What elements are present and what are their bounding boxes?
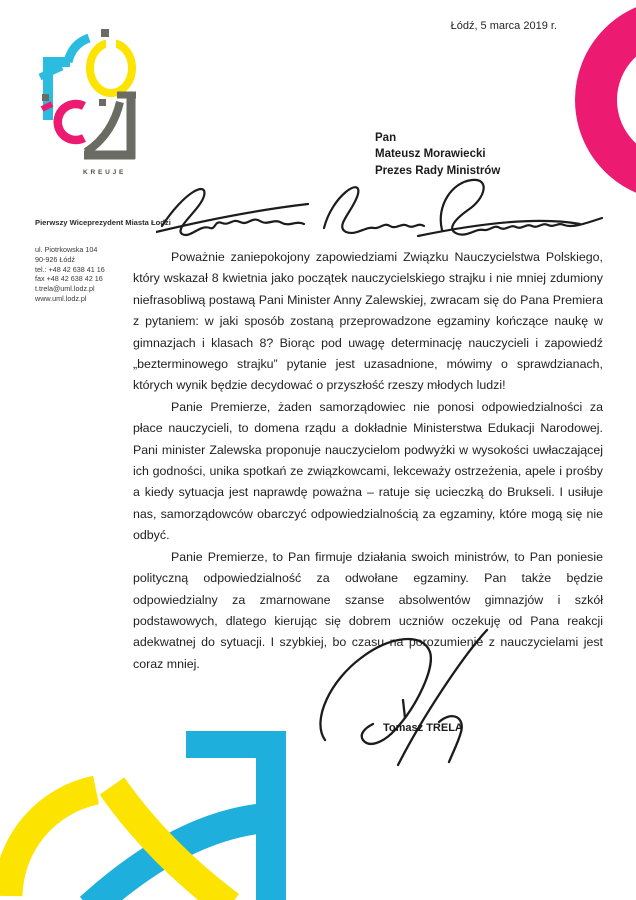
signer-name: Tomasz TRELA bbox=[383, 722, 463, 734]
bottom-brand-artwork bbox=[0, 700, 300, 900]
body-paragraph-3: Panie Premierze, to Pan firmuje działania swoich ministrów, to Pan poniesie polityczną odpowiedzialność za odwołane egzaminy. Pan także będzie odpowiedzialny za zmarnowane szanse absolwentów gimnazjów i szkół podstawowych, dlatego kierując się dobrem uczniów oczekuję od Pana reakcji adekwatnej do sytuacji. I szybkiej, bo czasu na porozumienie z nauczycielami jest coraz mniej. bbox=[133, 549, 603, 671]
body-paragraph-2: Panie Premierze, żaden samorządowiec nie ponosi odpowiedzialności za płace nauczycieli, to domena rządu a dokładnie Ministerstwa Edukacji Narodowej. Pani minister Zalewska proponuje nauczycielom podwyżki w wysokości uwłaczającej ich godności, unika spotkań ze związkowcami, lekceważy ostrzeżenia, apele i prośby a kiedy sytuacja jest naprawdę poważna – ratuje się ucieczką do Brukseli. I usiłuje nas, samorządowców obarczyć odpowiedzialnością za egzaminy, które mogą się nie odbyć. bbox=[133, 399, 603, 543]
recipient-name: Mateusz Morawiecki bbox=[375, 148, 486, 161]
handwritten-salutation bbox=[156, 176, 618, 254]
sender-website: www.uml.lodz.pl bbox=[35, 293, 87, 303]
sender-postal-city: 90-926 Łódź bbox=[35, 254, 75, 264]
recipient-title: Prezes Rady Ministrów bbox=[375, 164, 501, 177]
lodz-kreuje-logo bbox=[28, 28, 148, 168]
sender-phone: tel.: +48 42 638 41 16 bbox=[35, 264, 105, 274]
letter-body bbox=[133, 247, 603, 675]
sender-email: t.trela@uml.lodz.pl bbox=[35, 284, 95, 294]
logo-kreuje-label: KREUJE bbox=[83, 169, 127, 176]
recipient-salutation: Pan bbox=[375, 132, 397, 144]
sender-street: ul. Piotrkowska 104 bbox=[35, 245, 98, 254]
body-paragraph-1: Poważnie zaniepokojony zapowiedziami Związku Nauczycielstwa Polskiego, który wskazał 8 kwietnia jako początek nauczycielskiego strajku i nie mniej zdumiony niefrasobliwą postawą Pani Minister Anny Zalewskiej, zwracam się do Pana Premiera z pytaniem: w jaki sposób zostaną przeprowadzone egzaminy kończące naukę w gimnazjach i klasach 8? Biorąc pod uwagę determinację nauczycieli i zapowiedź „bezterminowego strajku” pytanie jest uzasadnione, mówimy o sprawdzianach, których wynik będzie decydować o przyszłość rzeszy młodych ludzi! bbox=[133, 250, 603, 393]
recipient-block bbox=[375, 130, 500, 179]
sender-address-block bbox=[35, 245, 105, 304]
logo-letter-o-yellow bbox=[90, 29, 132, 93]
sender-title: Pierwszy Wiceprezydent Miasta Łodzi bbox=[35, 218, 171, 227]
sender-fax: fax +48 42 638 42 16 bbox=[35, 274, 103, 284]
date-line: Łódź, 5 marca 2019 r. bbox=[450, 20, 557, 32]
handwritten-signature bbox=[313, 616, 498, 771]
